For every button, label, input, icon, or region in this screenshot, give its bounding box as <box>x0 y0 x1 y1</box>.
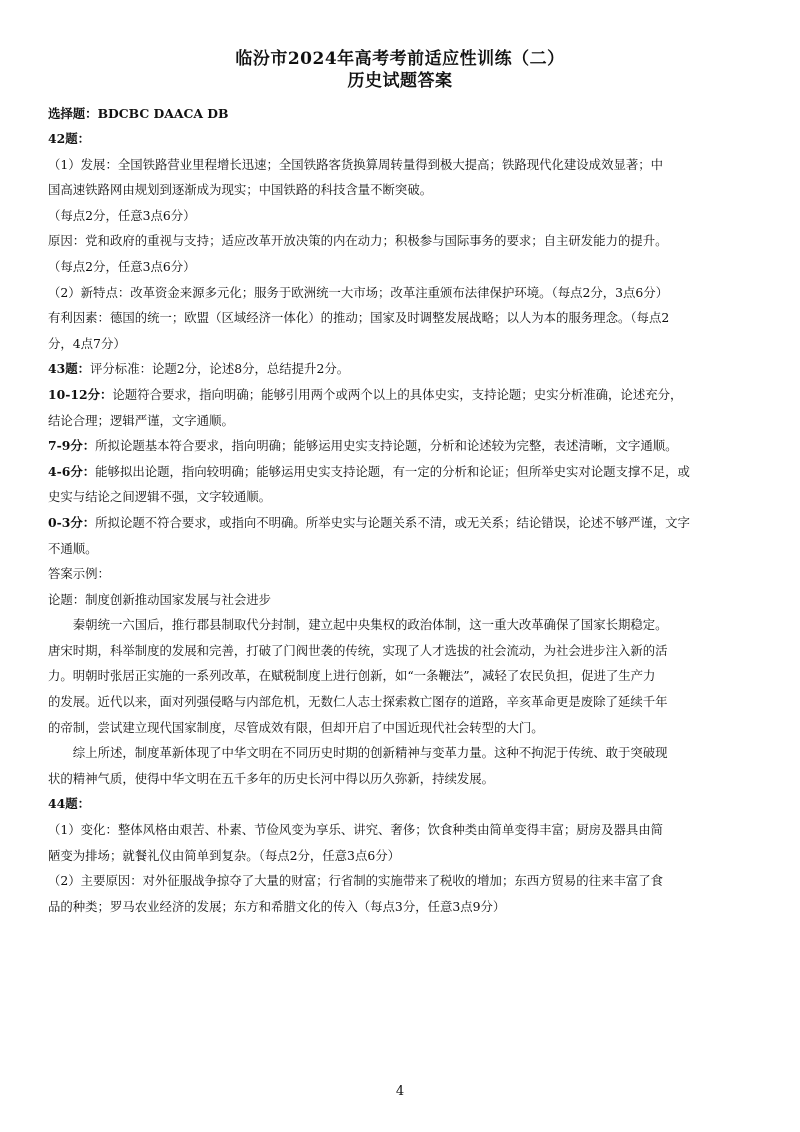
q43-essay-p2-line-2: 状的精神气质，使得中华文明在五千多年的历史长河中得以历久弥新，持续发展。 <box>48 770 495 786</box>
q44-line-1: （1）变化：整体风格由艰苦、朴素、节俭风变为享乐、讲究、奢侈；饮食种类由简单变得丰富；厨房及器具由简 <box>48 822 664 838</box>
answer-sheet-page <box>48 48 752 919</box>
q43-essay-p1-line-3: 力。明朝时张居正实施的一系列改革，在赋税制度上进行创新，如“一条鞭法”，减轻了农民负担，促进了生产力 <box>48 668 656 684</box>
q43-grade-3-label: 4-6分： <box>48 463 96 479</box>
q43-grade-1-text: 论题符合要求，指向明确；能够引用两个或两个以上的具体史实，支持论题；史实分析准确，论述充分， <box>112 386 683 402</box>
q43-grade-3-line-1 <box>48 459 752 485</box>
document-title: 临汾市2024年高考考前适应性训练（二） <box>235 49 565 69</box>
q43-grade-4-text: 所拟论题不符合要求，或指向不明确。所举史实与论题关系不清，或无关系；结论错误，论述不够严谨，文字 <box>95 514 690 530</box>
q44-line-4: 品的种类；罗马农业经济的发展；东方和希腊文化的传入（每点3分，任意3点9分） <box>48 898 506 914</box>
q43-example-label: 答案示例： <box>48 566 110 582</box>
q43-criteria-line <box>48 356 752 382</box>
q43-criteria: 评分标准：论题2分，论述8分，总结提升2分。 <box>90 361 350 377</box>
q44-line-2: 陋变为排场；就餐礼仪由简单到复杂。（每点2分，任意3点6分） <box>48 847 400 863</box>
q42-line-1: （1）发展：全国铁路营业里程增长迅速；全国铁路客货换算周转量得到极大提高；铁路现代化建设成效显著；中 <box>48 156 664 172</box>
q43-grade-4-label: 0-3分： <box>48 514 96 530</box>
q43-essay-p1-line-5: 的帝制，尝试建立现代国家制度，尽管成效有限，但却开启了中国近现代社会转型的大门。 <box>48 719 544 735</box>
q44-line-3: （2）主要原因：对外征服战争掠夺了大量的财富；行省制的实施带来了税收的增加；东西方贸易的往来丰富了食 <box>48 873 664 889</box>
q43-essay-p1-line-4: 的发展。近代以来，面对列强侵略与内部危机，无数仁人志士探索救亡图存的道路，辛亥革命更是废除了延续千年 <box>48 694 668 710</box>
q43-grade-4-line-2: 不通顺。 <box>48 540 98 556</box>
q43-grade-3-text: 能够拟出论题，指向较明确；能够运用史实支持论题，有一定的分析和论证；但所举史实对论题支撑不足，或 <box>95 463 690 479</box>
q43-thesis: 论题：制度创新推动国家发展与社会进步 <box>48 591 272 607</box>
q42-line-6: （2）新特点：改革资金来源多元化；服务于欧洲统一大市场；改革注重颁布法律保护环境。（每点2分，3点6分） <box>48 284 669 300</box>
q42-line-5: （每点2分，任意3点6分） <box>48 258 196 274</box>
q42-line-8: 分，4点7分） <box>48 335 126 351</box>
page-number: 4 <box>395 1084 405 1099</box>
q43-essay-p1-line-1: 秦朝统一六国后，推行郡县制取代分封制，建立起中央集权的政治体制，这一重大改革确保了国家长期稳定。 <box>72 617 668 633</box>
q43-essay-p2-line-1: 综上所述，制度革新体现了中华文明在不同历史时期的创新精神与变革力量。这种不拘泥于传统、敢于突破现 <box>72 745 668 761</box>
q42-line-4: 原因：党和政府的重视与支持；适应改革开放决策的内在动力；积极参与国际事务的要求；自主研发能力的提升。 <box>48 233 668 249</box>
q43-grade-2-text: 所拟论题基本符合要求，指向明确；能够运用史实支持论题，分析和论述较为完整，表述清晰，文字通顺。 <box>95 438 678 454</box>
q43-heading: 43题： <box>48 361 91 377</box>
q42-line-3: （每点2分，任意3点6分） <box>48 207 196 223</box>
q43-grade-4-line-1 <box>48 510 752 536</box>
q43-grade-3-line-2: 史实与结论之间逻辑不强，文字较通顺。 <box>48 489 272 505</box>
q44-heading: 44题： <box>48 796 91 812</box>
q42-line-2: 国高速铁路网由规划到逐渐成为现实；中国铁路的科技含量不断突破。 <box>48 182 433 198</box>
q42-line-7: 有利因素：德国的统一；欧盟（区域经济一体化）的推动；国家及时调整发展战略；以人为本的服务理念。（每点2 <box>48 310 670 326</box>
q43-grade-1-line-1 <box>48 382 752 408</box>
q43-grade-1-label: 10-12分： <box>48 386 113 402</box>
q42-heading: 42题： <box>48 131 91 146</box>
q43-grade-2-line-1 <box>48 433 752 459</box>
choice-answers-line <box>48 102 752 126</box>
q43-essay-p1-line-2: 唐宋时期，科举制度的发展和完善，打破了门阀世袭的传统，实现了人才选拔的社会流动，为社会进步注入新的活 <box>48 642 668 658</box>
q43-grade-1-line-2: 结论合理；逻辑严谨，文字通顺。 <box>48 412 234 428</box>
choice-label: 选择题： <box>48 106 98 121</box>
choice-answers: BDCBC DAACA DB <box>97 106 229 121</box>
q43-grade-2-label: 7-9分： <box>48 438 96 454</box>
document-subtitle: 历史试题答案 <box>347 71 453 91</box>
